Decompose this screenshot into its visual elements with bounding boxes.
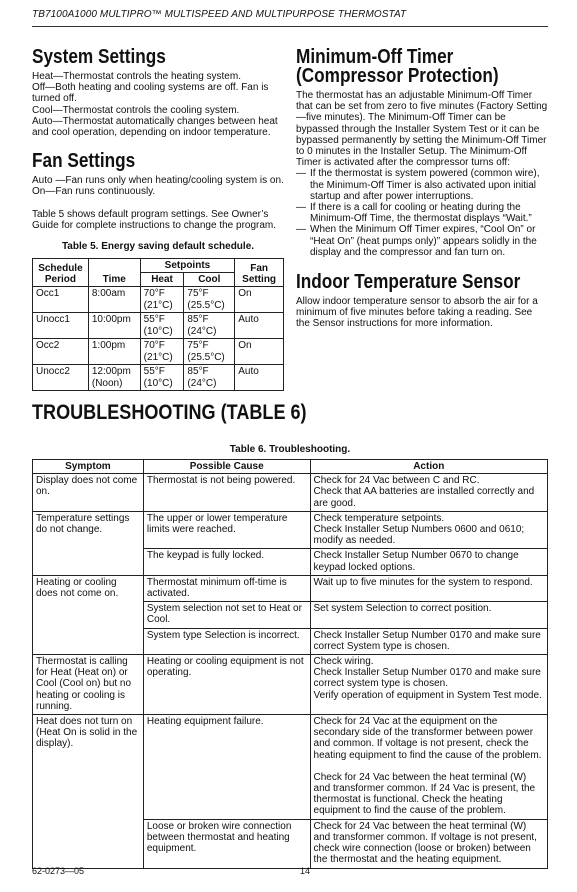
fan-settings-line: On—Fan runs continuously. [32,186,156,198]
action-line: Check Installer Setup Numbers 0600 and 0610; modify as needed. [313,524,525,547]
table6-cell-cause: Thermostat is not being powered. [143,474,310,512]
table-row [33,655,548,715]
left-column [32,46,284,391]
bullet-item [296,168,548,202]
table-row [33,339,284,365]
troubleshooting-title [32,401,351,424]
table5-cell-fan: On [235,287,284,313]
table-row [33,313,284,339]
table6-caption: Table 6. Troubleshooting. [229,444,351,455]
table5-cell-period: Unocc2 [33,365,89,391]
table6-header-symptom: Symptom [33,460,144,474]
table6-cell-cause: The upper or lower temperature limits were reached. [143,511,310,549]
indoor-sensor-heading: Indoor Temperature Sensor [296,271,521,294]
table6-cell-symptom: Temperature settings do not change. [33,511,144,575]
table5-cell-heat: 70°F (21°C) [140,339,184,365]
table5-cell-cool: 85°F (24°C) [184,313,235,339]
table5-caption: Table 5. Energy saving default schedule. [61,241,255,253]
fan-settings-line: Auto —Fan runs only when heating/cooling system is on. [32,175,284,187]
table6-cell-action [310,628,547,654]
fan-settings-heading: Fan Settings [32,150,136,173]
table6-cell-action [310,715,547,820]
table5-header-setpoints: Setpoints [140,259,235,273]
table6-cell-cause: The keypad is fully locked. [143,549,310,575]
bullet-text: If the thermostat is system powered (common wire), the Minimum-Off Timer is also activated upon initial startup and after power interruptions. [310,168,540,202]
table6-cell-action [310,549,547,575]
table5-cell-period: Unocc1 [33,313,89,339]
indoor-sensor-para: Allow indoor temperature sensor to absorb the air for a minimum of five minutes before taking a reading. See the Sensor instructions for more information. [296,296,538,330]
table-row [33,715,548,820]
table6-cell-action [310,511,547,549]
table5-cell-heat: 55°F (10°C) [140,365,184,391]
system-settings-heading: System Settings [32,46,166,68]
bullet-text: When the Minimum Off Timer expires, “Cool On” or “Heat On” (heat pumps only)” appears solidly in the display and the compressor and fan turn on. [310,224,537,258]
action-line: Check for 24 Vac between the heat terminal (W) and transformer common. If 24 Vac is present, the thermostat is functional. Check the heating equipment to find the cause of the problem. [313,771,536,817]
table6-cell-action [310,819,547,868]
table-row [33,474,548,512]
action-line: Check wiring. [313,656,374,668]
right-column [296,46,548,340]
bullet-text: If there is a call for cooling or heating during the Minimum-Off Time, the thermostat displays “Wait.” [310,202,532,225]
min-off-timer-heading-2: (Compressor Protection) [296,65,499,87]
bullet-dash: — [296,168,306,180]
table5-cell-cool: 75°F (25.5°C) [184,339,235,365]
system-settings-line: Auto—Thermostat automatically changes between heat and cool operation, depending on indoor temperature. [32,115,278,139]
doc-number: 62-0273—05 [32,866,85,876]
table5-cell-cool: 85°F (24°C) [184,365,235,391]
table6-cell-action [310,655,547,715]
action-line: Verify operation of equipment in System Test mode. [313,689,542,701]
action-line: Check Installer Setup Number 0170 and make sure correct system type is chosen. [313,667,541,690]
table5-cell-time: 1:00pm [88,339,140,365]
table5-cell-time: 10:00pm [88,313,140,339]
bullet-item [296,224,548,258]
action-line: Check for 24 Vac between C and RC. [313,475,480,487]
table6-cell-cause: System selection not set to Heat or Cool. [143,602,310,628]
table6-cell-symptom: Heating or cooling does not come on. [33,575,144,654]
table6-cell-symptom: Display does not come on. [33,474,144,512]
table-row [33,365,284,391]
min-off-timer-heading-1: Minimum-Off Timer [296,46,454,68]
min-off-timer-para: The thermostat has an adjustable Minimum-Off Timer that can be set from zero to five minutes (Factory Setting—five minutes). The Minimum-Off Timer can be bypassed through the Installer System Test or it can be bypassed permanently by setting the Minimum-Off Timer to 0 minutes in the Installer Setup. The Minimum-Off Timer is activated after the compressor turns off: [296,90,548,169]
page-number: 14 [300,866,311,876]
table-row [33,575,548,601]
table5-header-time: Time [88,259,140,287]
system-settings-line: Cool—Thermostat controls the cooling system. [32,104,240,116]
system-settings-text [32,71,284,138]
running-header: TB7100A1000 MULTIPRO™ MULTISPEED AND MULTIPURPOSE THERMOSTAT [32,9,407,20]
table5-cell-heat: 70°F (21°C) [140,287,184,313]
fan-settings-section [32,150,284,231]
action-line: Check that AA batteries are installed correctly and are good. [313,486,535,509]
fan-settings-text [32,175,284,197]
action-line: Set system Selection to correct position. [313,603,492,615]
indoor-sensor-section [296,271,548,330]
action-line: Check for 24 Vac between the heat terminal (W) and transformer common. If voltage is not present, check wire connection (loose or broken) between the thermostat and the heating equipment. [313,820,537,866]
table5-cell-fan: Auto [235,313,284,339]
bullet-item [296,202,548,224]
table-row [33,511,548,549]
fan-settings-para: Table 5 shows default program settings. See Owner’s Guide for complete instructions to change the program. [32,208,277,231]
action-line: Check Installer Setup Number 0170 and make sure correct System type is chosen. [313,629,541,652]
table6-cell-action [310,602,547,628]
table5-cell-fan: On [235,339,284,365]
action-line: Check temperature setpoints. [313,512,445,524]
table6-cell-symptom: Thermostat is calling for Heat (Heat on) or Cool (Cool on) but no heating or cooling is running. [33,655,144,715]
table6-header-action: Action [310,460,547,474]
table6-cell-symptom: Heat does not turn on (Heat On is solid in the display). [33,715,144,868]
table6-cell-cause: Thermostat minimum off-time is activated. [143,575,310,601]
table6 [32,459,548,869]
action-line: Check for 24 Vac at the equipment on the secondary side of the transformer between power and common. If voltage is not present, check the heating equipment to find the cause of the problem. [313,716,542,761]
table-row [33,287,284,313]
min-off-timer-section [296,46,548,258]
table5-cell-period: Occ1 [33,287,89,313]
table6-cell-cause: Heating equipment failure. [143,715,310,820]
action-line: Check Installer Setup Number 0670 to change keypad locked options. [313,550,519,573]
table5-cell-fan: Auto [235,365,284,391]
troubleshooting-title-text: TROUBLESHOOTING (TABLE 6) [32,401,307,424]
header-rule [32,26,548,27]
table6-cell-action [310,575,547,601]
action-line: Wait up to five minutes for the system to respond. [313,576,533,588]
table5-header-heat: Heat [140,273,184,287]
table5-header-cool: Cool [184,273,235,287]
table5 [32,258,284,391]
system-settings-section [32,46,284,138]
table6-cell-action [310,474,547,512]
table5-header-period: Schedule Period [33,259,89,287]
min-off-timer-bullets [296,168,548,258]
action-line [314,761,544,772]
system-settings-line: Off—Both heating and cooling systems are off. Fan is turned off. [32,82,269,105]
table6-cell-cause: Heating or cooling equipment is not operating. [143,655,310,715]
system-settings-line: Heat—Thermostat controls the heating system. [32,71,241,82]
table5-cell-time: 8:00am [88,287,140,313]
table6-cell-cause: Loose or broken wire connection between thermostat and heating equipment. [143,819,310,868]
table5-header-fan: Fan Setting [235,259,284,287]
table6-cell-cause: System type Selection is incorrect. [143,628,310,654]
table6-header-cause: Possible Cause [143,460,310,474]
table5-cell-cool: 75°F (25.5°C) [184,287,235,313]
table5-cell-time: 12:00pm (Noon) [88,365,140,391]
table5-cell-period: Occ2 [33,339,89,365]
table5-cell-heat: 55°F (10°C) [140,313,184,339]
bullet-dash: — [296,224,306,236]
bullet-dash: — [296,202,306,214]
